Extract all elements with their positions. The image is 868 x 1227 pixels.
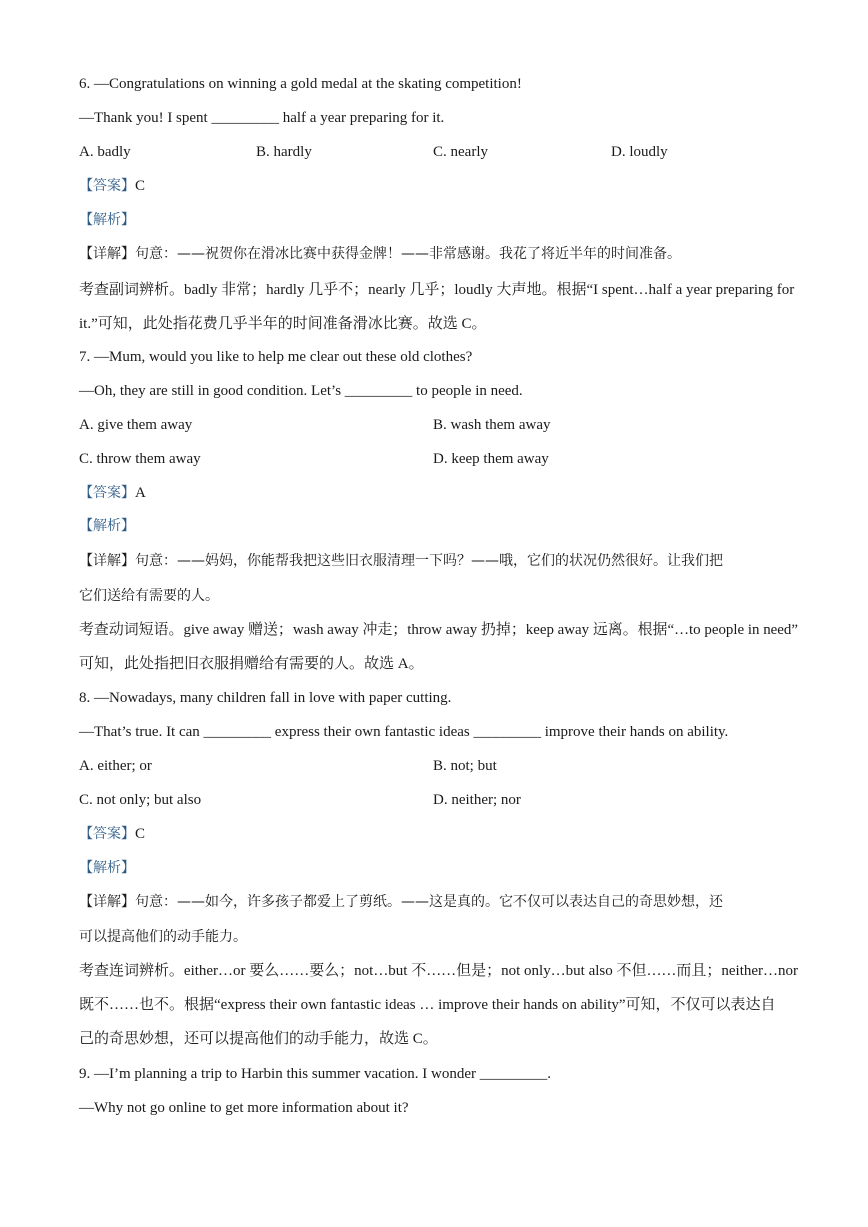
q8-stem: 8. —Nowadays, many children fall in love with paper cutting. [79, 690, 452, 706]
detail-text: 句意：——祝贺你在滑冰比赛中获得金牌！——非常感谢。我花了将近半年的时间准备。 [135, 246, 681, 262]
q8-detail-line-2: 可以提高他们的动手能力。 [79, 929, 247, 945]
q8-option-c: C. not only; but also [79, 792, 202, 808]
answer-tag: 【答案】 [79, 826, 135, 842]
q8-option-b: B. not; but [433, 758, 497, 774]
q8-explain-line-1: 考查连词辨析。either…or 要么……要么；not…but 不……但是；not only…but also 不但……而且；neither…nor [79, 963, 798, 979]
q7-option-b: B. wash them away [433, 417, 551, 433]
q6-option-a: A. badly [79, 144, 131, 160]
q7-option-d: D. keep them away [433, 451, 549, 467]
analysis-tag: 【解析】 [79, 518, 135, 534]
analysis-tag: 【解析】 [79, 212, 135, 228]
answer-tag: 【答案】 [79, 485, 135, 501]
q8-option-d: D. neither; nor [433, 792, 521, 808]
answer-value: C [135, 178, 146, 194]
q6-reply: —Thank you! I spent _________ half a year preparing for it. [79, 110, 445, 126]
q6-option-d: D. loudly [611, 144, 668, 160]
answer-value: C [135, 826, 146, 842]
analysis-tag: 【解析】 [79, 860, 135, 876]
q6-option-c: C. nearly [433, 144, 488, 160]
q7-analysis-heading [79, 516, 135, 536]
detail-text: 句意：——妈妈，你能帮我把这些旧衣服清理一下吗？——哦，它们的状况仍然很好。让我们把 [135, 553, 723, 569]
detail-text: 句意：——如今，许多孩子都爱上了剪纸。——这是真的。它不仅可以表达自己的奇思妙想，还 [135, 894, 723, 910]
q6-explain-line-2: it.”可知，此处指花费几乎半年的时间准备滑冰比赛。故选 C。 [79, 316, 487, 332]
q7-explain-line-1: 考查动词短语。give away 赠送；wash away 冲走；throw away 扔掉；keep away 远离。根据“…to people in need” [79, 622, 799, 638]
q9-stem: 9. —I’m planning a trip to Harbin this summer vacation. I wonder _________. [79, 1066, 551, 1082]
q7-option-c: C. throw them away [79, 451, 201, 467]
q6-stem: 6. —Congratulations on winning a gold medal at the skating competition! [79, 76, 522, 92]
q6-analysis-heading [79, 210, 135, 230]
q8-explain-line-3: 己的奇思妙想，还可以提高他们的动手能力，故选 C。 [79, 1031, 438, 1047]
q8-option-a: A. either; or [79, 758, 152, 774]
q7-option-a: A. give them away [79, 417, 193, 433]
answer-value: A [135, 485, 146, 501]
answer-tag: 【答案】 [79, 178, 135, 194]
q9-reply: —Why not go online to get more information about it? [79, 1100, 409, 1116]
q7-stem: 7. —Mum, would you like to help me clear out these old clothes? [79, 349, 473, 365]
q6-option-b: B. hardly [256, 144, 312, 160]
detail-tag: 【详解】 [79, 553, 135, 569]
q8-analysis-heading [79, 858, 135, 878]
q8-answer [79, 824, 145, 844]
q7-detail-line-2: 它们送给有需要的人。 [79, 588, 219, 604]
q6-detail [79, 244, 681, 264]
q7-reply: —Oh, they are still in good condition. Let’s _________ to people in need. [79, 383, 523, 399]
q7-explain-line-2: 可知，此处指把旧衣服捐赠给有需要的人。故选 A。 [79, 656, 424, 672]
q8-explain-line-2: 既不……也不。根据“express their own fantastic ideas … improve their hands on ability”可知，不仅可以表达自 [79, 997, 776, 1013]
detail-tag: 【详解】 [79, 246, 135, 262]
q6-answer [79, 176, 145, 196]
q6-explain-line-1: 考查副词辨析。badly 非常；hardly 几乎不；nearly 几乎；loudly 大声地。根据“I spent…half a year preparing for [79, 282, 795, 298]
q7-answer [79, 483, 146, 503]
q8-detail-line-1 [79, 892, 723, 912]
detail-tag: 【详解】 [79, 894, 135, 910]
q8-reply: —That’s true. It can _________ express their own fantastic ideas _________ improve their hands on ability. [79, 724, 729, 740]
q7-detail-line-1 [79, 551, 723, 571]
